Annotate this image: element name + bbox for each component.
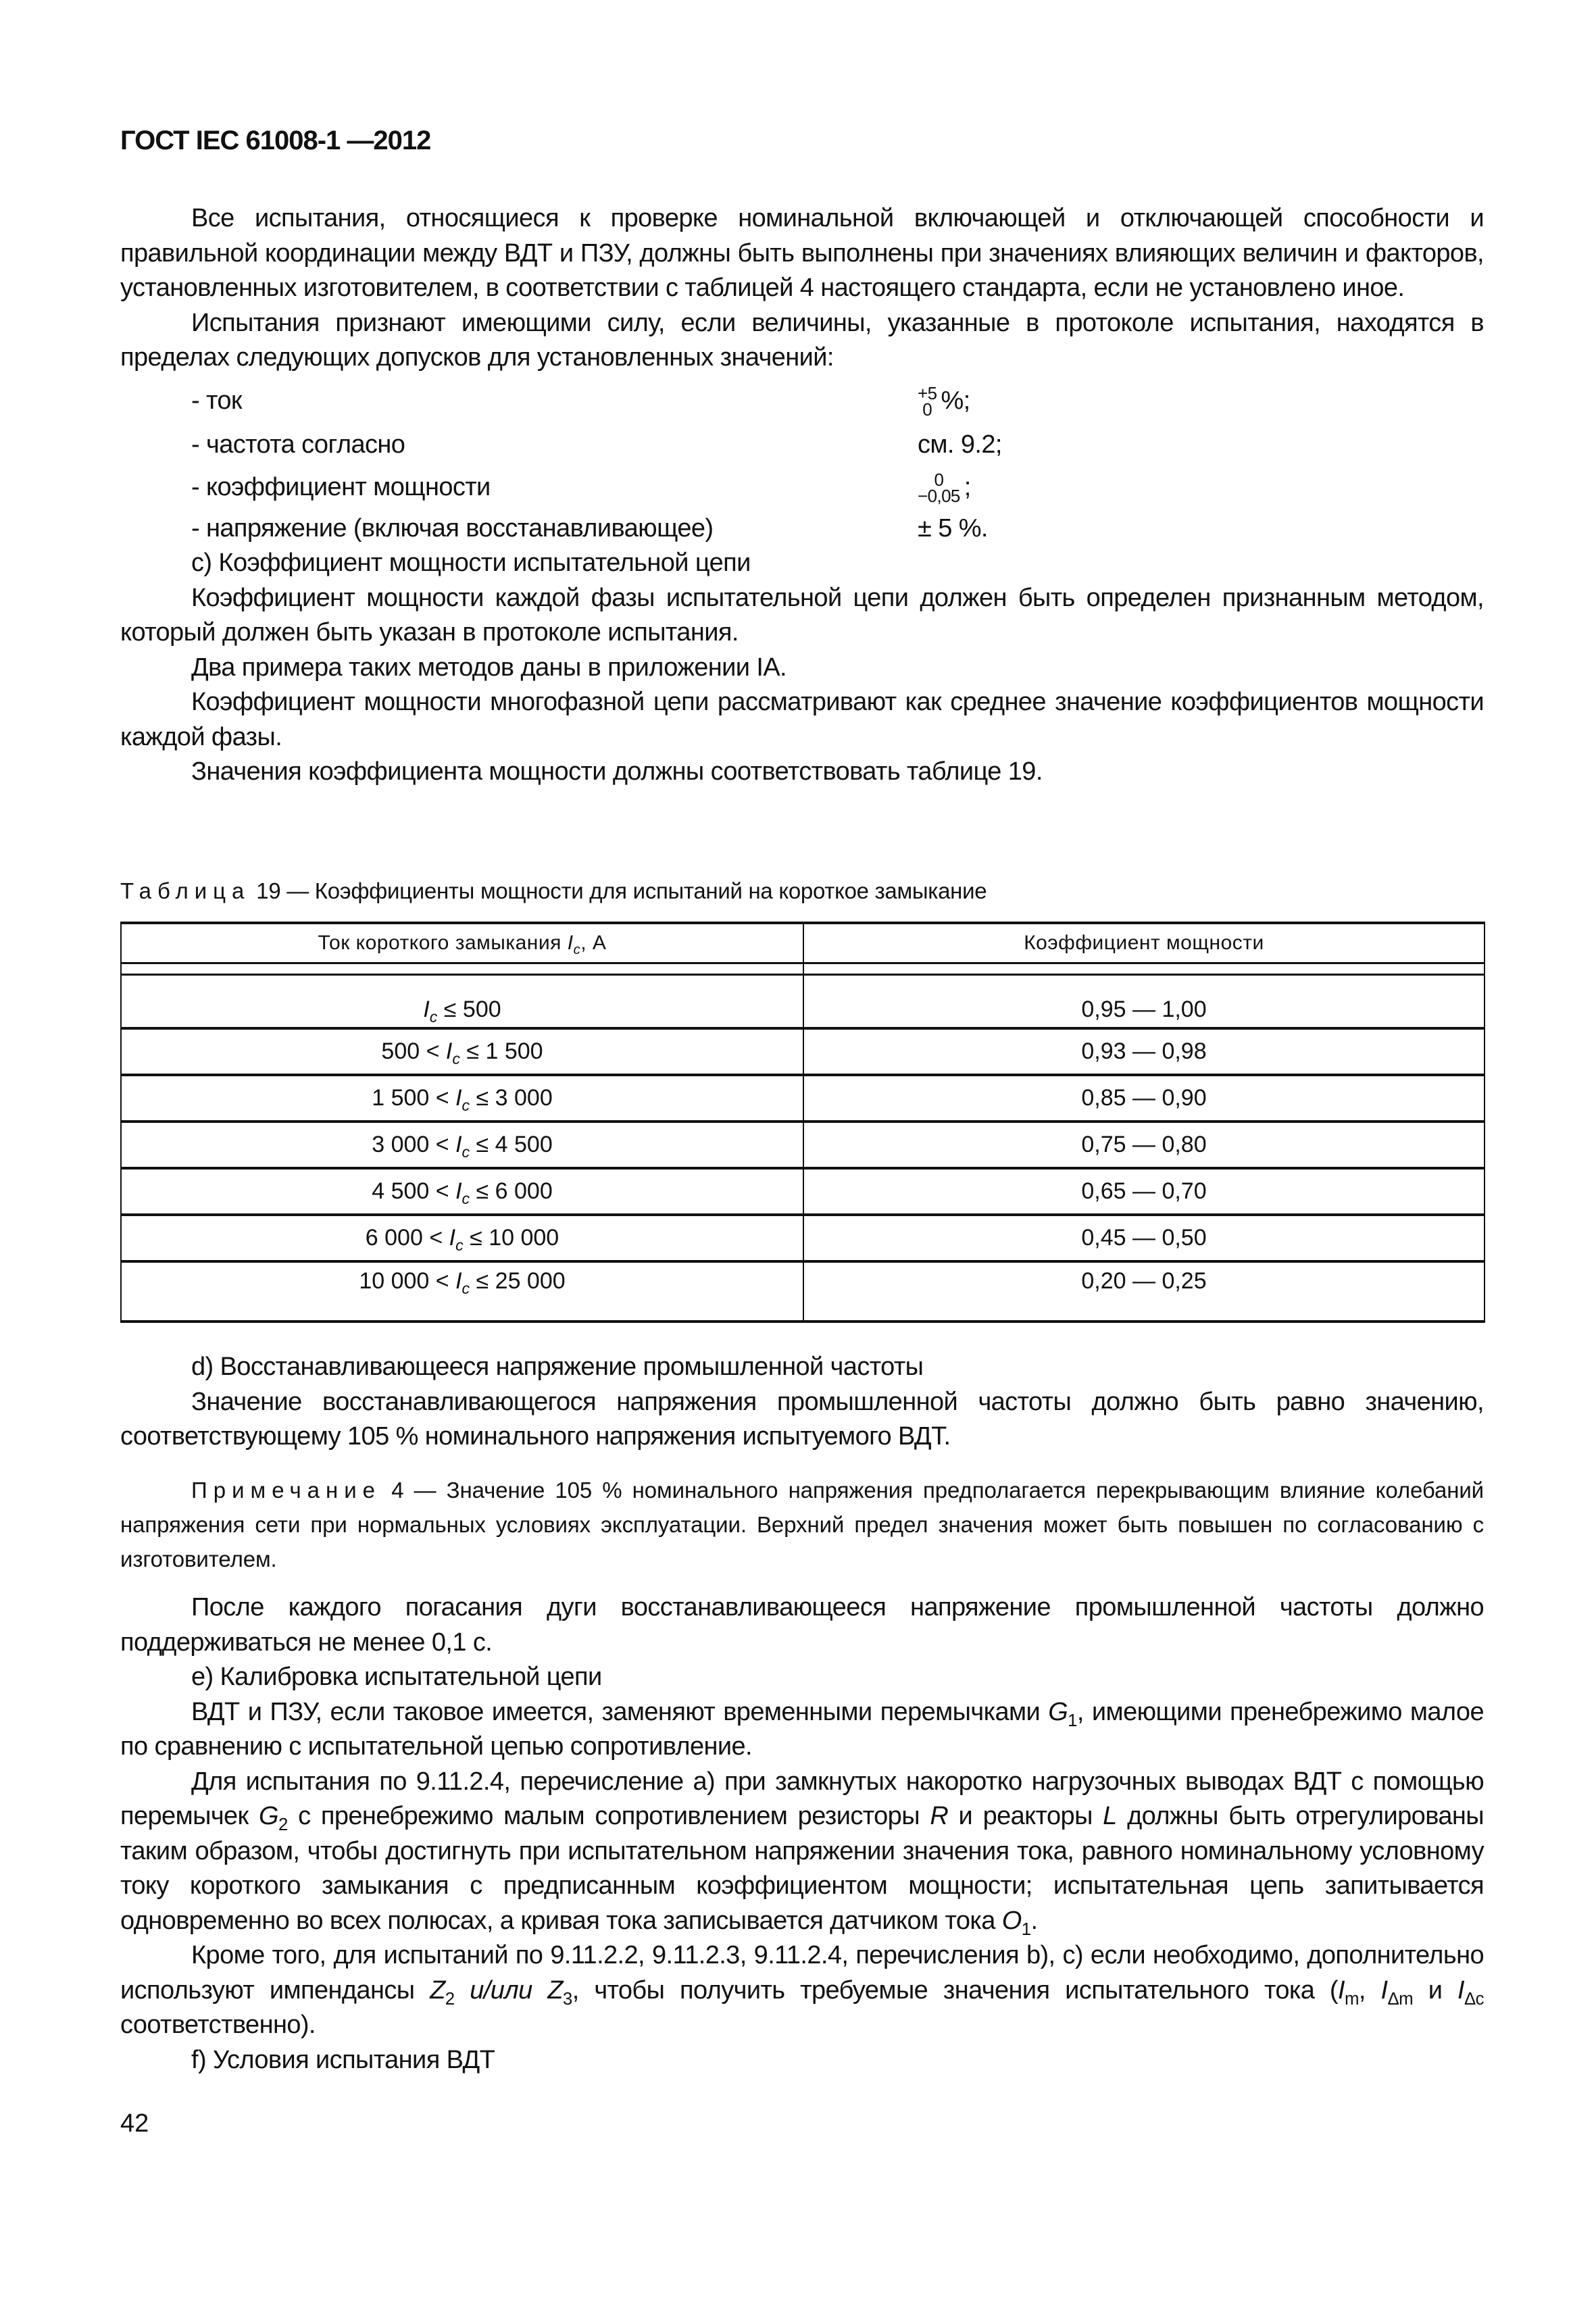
current-range-cell: $500 < I_c \le 1$ 500 — [121, 1028, 803, 1075]
table-caption — [120, 878, 987, 904]
body-block-section-d — [120, 1350, 1484, 1455]
table-caption-label: Таблица — [120, 878, 251, 903]
table-row — [121, 1215, 1485, 1261]
table-row — [121, 1261, 1485, 1322]
paragraph: Все испытания, относящиеся к проверке номинальной включающей и отключающей способности и правильной координации между ВДТ и ПЗУ, должны быть выполнены при значениях влияющих величин и факторов, установленных изготовителем, в соответствии с таблицей 4 настоящего стандарта, если не установлено иное. — [120, 204, 1484, 302]
paragraph: ВДТ и ПЗУ, если таковое имеется, заменяют временными перемычками $G_1$, имеющими пренебрежимо малое по сравнению с испытательной цепью сопротивление. — [120, 1697, 1484, 1761]
tolerance-row-frequency — [120, 428, 1484, 463]
power-factor-cell: 0,85 — 0,90 — [803, 1075, 1485, 1122]
paragraph: Коэффициент мощности многофазной цепи рассматривают как среднее значение коэффициентов мощности каждой фазы. — [120, 688, 1484, 751]
column-header-current: Ток короткого замыкания $I_c$, А — [121, 923, 803, 963]
body-block-bottom — [120, 1590, 1484, 2078]
power-factor-cell: 0,20 — 0,25 — [803, 1261, 1485, 1322]
tolerance-label: - частота согласно — [191, 430, 405, 459]
table-caption-title: 19 — Коэффициенты мощности для испытаний на короткое замыкание — [256, 878, 987, 903]
current-range-cell: $I_c \le 500$ — [121, 975, 803, 1029]
current-range-cell: 6 $000 < I_c \le 10$ 000 — [121, 1215, 803, 1261]
current-range-cell: 1 $500 < I_c \le 3$ 000 — [121, 1075, 803, 1122]
section-heading-c: c) Коэффициент мощности испытательной цепи — [191, 549, 751, 577]
body-block-top — [120, 201, 1484, 790]
table-row — [121, 1028, 1485, 1075]
tolerance-row-voltage — [120, 511, 1484, 547]
tolerance-row-power-factor — [120, 463, 1484, 511]
paragraph: Значение восстанавливающегося напряжения промышленной частоты должно быть равно значению, соответствующему 105 % номинального напряжения испытуемого ВДТ. — [120, 1387, 1484, 1451]
section-heading-e: e) Калибровка испытательной цепи — [191, 1663, 602, 1691]
power-factor-cell: 0,95 — 1,00 — [803, 975, 1485, 1029]
page-number: 42 — [120, 2109, 149, 2138]
power-factor-cell: 0,75 — 0,80 — [803, 1122, 1485, 1168]
tolerance-value: +5 0 %; — [918, 383, 970, 420]
tolerance-stack: +5 0 — [918, 383, 937, 420]
table-row — [121, 1075, 1485, 1122]
power-factor-cell: 0,93 — 0,98 — [803, 1028, 1485, 1075]
paragraph: Два примера таких методов даны в приложении IA. — [191, 653, 787, 682]
column-header-power-factor: Коэффициент мощности — [803, 923, 1485, 963]
tolerance-label: - напряжение (включая восстанавливающее) — [191, 513, 714, 543]
tolerance-value: ± 5 %. — [918, 513, 988, 543]
tolerance-stack: 0 −0,05 — [918, 470, 960, 507]
note-label: Примечание — [191, 1478, 382, 1503]
paragraph: Коэффициент мощности каждой фазы испытательной цепи должен быть определен признанным методом, который должен быть указан в протоколе испытания. — [120, 583, 1484, 647]
table-header-row — [121, 923, 1485, 963]
note-text: 4 — Значение 105 % номинального напряжения предполагается перекрывающим влияние колебаний напряжения сети при нормальных условиях эксплуатации. Верхний предел значения может быть повышен по согласованию с изготовителем. — [120, 1478, 1484, 1571]
paragraph: Для испытания по 9.11.2.4, перечисление а) при замкнутых накоротко нагрузочных выводах ВДТ с помощью перемычек $G_2$ с пренебрежимо малым сопротивлением резисторы R и реакторы L должны быть отрегулированы таким образом, чтобы достигнуть при испытательном напряжении значения тока, равного номинальному условному току короткого замыкания с предписанным коэффициентом мощности; испытательная цепь запитывается одновременно во всех полюсах, а кривая тока записывается датчиком тока $O_1$. — [120, 1767, 1484, 1939]
power-factor-cell: 0,45 — 0,50 — [803, 1215, 1485, 1261]
tolerance-value: см. 9.2; — [918, 430, 1002, 459]
power-factor-cell: 0,65 — 0,70 — [803, 1168, 1485, 1215]
note-4 — [120, 1473, 1484, 1576]
current-range-cell: 4 $500 < I_c \le 6$ 000 — [121, 1168, 803, 1215]
section-heading-d: d) Восстанавливающееся напряжение промышленной частоты — [191, 1353, 924, 1381]
power-factor-table — [120, 922, 1485, 1323]
header-separator — [121, 963, 1485, 975]
paragraph: Кроме того, для испытаний по 9.11.2.2, 9.11.2.3, 9.11.2.4, перечисления b), c) если необходимо, дополнительно используют импендансы $Z_2$ и/или $Z_3$, чтобы получить требуемые значения испытательного тока ($I_m$, $I_{\Delta m}$ и $I_{\Delta c}$ соответственно). — [120, 1941, 1484, 2039]
table-row — [121, 1122, 1485, 1168]
paragraph: Значения коэффициента мощности должны соответствовать таблице 19. — [191, 757, 1043, 786]
table-row — [121, 1168, 1485, 1215]
tolerance-value: 0 −0,05 ; — [918, 470, 971, 507]
paragraph: После каждого погасания дуги восстанавливающееся напряжение промышленной частоты должно поддерживаться не менее 0,1 с. — [120, 1593, 1484, 1657]
tolerance-label: - коэффициент мощности — [191, 472, 491, 501]
tolerance-label: - ток — [191, 386, 242, 415]
tolerance-row-current — [120, 384, 1484, 419]
document-header: ГОСТ IEC 61008-1 —2012 — [120, 126, 431, 155]
current-range-cell: 3 $000 < I_c \le 4$ 500 — [121, 1122, 803, 1168]
paragraph: Испытания признают имеющими силу, если величины, указанные в протоколе испытания, находятся в пределах следующих допусков для установленных значений: — [120, 308, 1484, 372]
current-range-cell: 10 $000 < I_c \le 25$ 000 — [121, 1261, 803, 1322]
section-heading-f: f) Условия испытания ВДТ — [191, 2045, 495, 2074]
table-row — [121, 975, 1485, 1029]
